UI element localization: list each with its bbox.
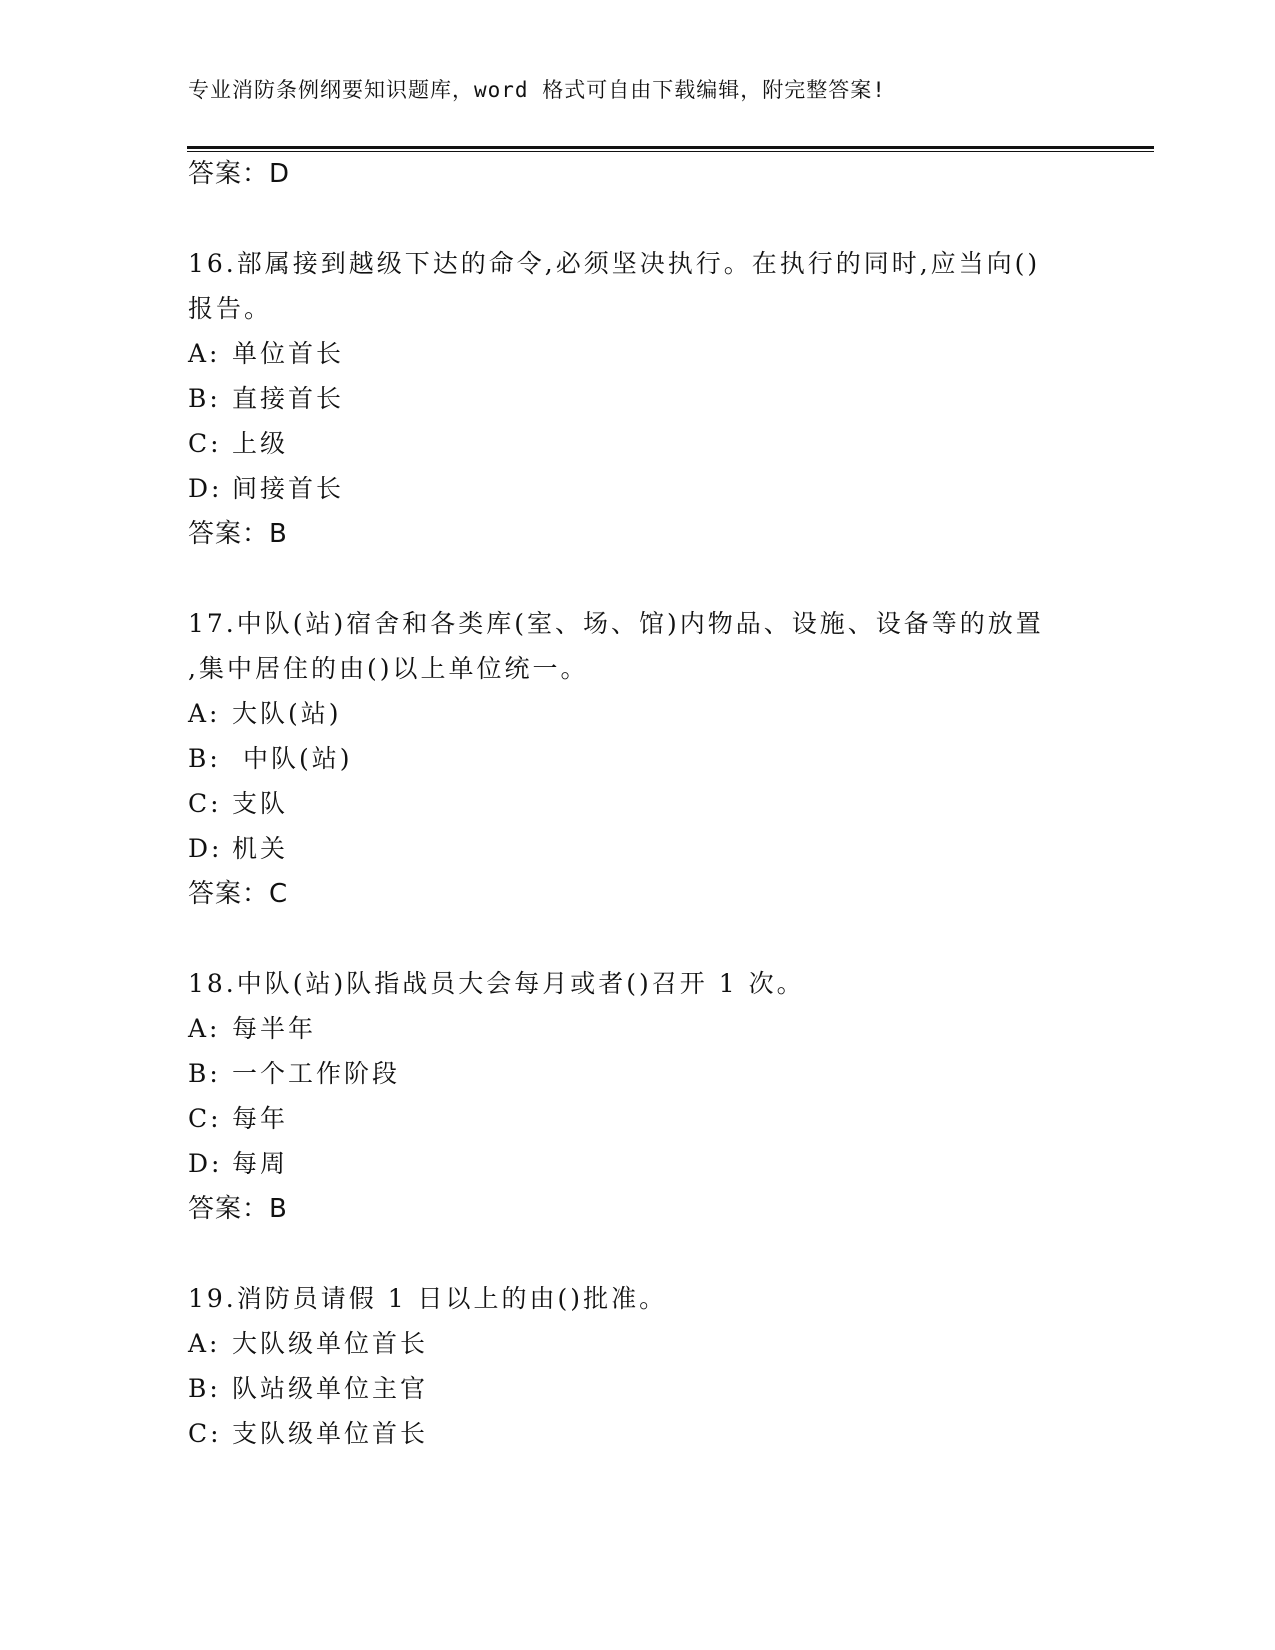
question-19-option-b <box>188 1373 428 1405</box>
option-letter: A: <box>188 1329 221 1358</box>
option-text: 支队级单位首长 <box>232 1419 429 1448</box>
option-text: 单位首长 <box>232 339 345 368</box>
option-text: 支队 <box>232 789 289 818</box>
option-letter: B: <box>188 1059 221 1088</box>
option-text: 一个工作阶段 <box>232 1059 401 1088</box>
option-letter: B: <box>188 744 221 773</box>
question-16-option-a <box>188 338 344 370</box>
question-16-option-c <box>188 428 288 460</box>
option-letter: A: <box>188 339 221 368</box>
option-letter: D: <box>188 474 223 503</box>
question-17-option-a <box>188 698 342 730</box>
question-17-option-d <box>188 833 288 865</box>
option-text: 大队(站) <box>232 699 342 728</box>
option-letter: B: <box>188 1374 221 1403</box>
option-letter: C: <box>188 1419 222 1448</box>
option-letter: D: <box>188 1149 223 1178</box>
question-17-option-c <box>188 788 288 820</box>
option-text: 队站级单位主官 <box>232 1374 429 1403</box>
question-18-answer: 答案：B <box>188 1194 288 1224</box>
question-16-answer: 答案：B <box>188 519 288 549</box>
option-text: 中队(站) <box>232 744 353 773</box>
option-text: 大队级单位首长 <box>232 1329 429 1358</box>
option-text: 机关 <box>232 834 289 863</box>
question-16-stem-line2: 报告。 <box>188 294 273 323</box>
header-rule-thick <box>187 146 1154 149</box>
question-18-option-a <box>188 1013 316 1045</box>
question-17-stem-line1: 17.中队(站)宿舍和各类库(室、场、馆)内物品、设施、设备等的放置 <box>188 609 1044 638</box>
option-letter: A: <box>188 1014 221 1043</box>
question-18-option-c <box>188 1103 288 1135</box>
option-text: 每半年 <box>232 1014 317 1043</box>
question-17-option-b <box>188 743 352 775</box>
question-18-stem-line1: 18.中队(站)队指战员大会每月或者()召开 1 次。 <box>188 969 805 998</box>
previous-answer: 答案：D <box>188 159 291 189</box>
question-17-answer: 答案：C <box>188 879 289 909</box>
question-19-stem-line1: 19.消防员请假 1 日以上的由()批准。 <box>188 1284 668 1313</box>
question-18-option-d <box>188 1148 288 1180</box>
option-letter: C: <box>188 1104 222 1133</box>
question-16-stem-line1: 16.部属接到越级下达的命令,必须坚决执行。在执行的同时,应当向() <box>188 249 1041 278</box>
header-rule-thin <box>187 151 1154 152</box>
question-16-option-d <box>188 473 344 505</box>
option-text: 直接首长 <box>232 384 345 413</box>
option-letter: D: <box>188 834 223 863</box>
option-text: 每周 <box>232 1149 289 1178</box>
question-19-option-a <box>188 1328 428 1360</box>
option-text: 每年 <box>232 1104 289 1133</box>
question-17-stem-line2: ,集中居住的由()以上单位统一。 <box>188 654 589 683</box>
option-text: 上级 <box>232 429 289 458</box>
option-letter: C: <box>188 789 222 818</box>
option-letter: B: <box>188 384 221 413</box>
option-text: 间接首长 <box>232 474 345 503</box>
page-header: 专业消防条例纲要知识题库，word 格式可自由下载编辑，附完整答案! <box>188 78 886 102</box>
option-letter: A: <box>188 699 221 728</box>
question-16-option-b <box>188 383 344 415</box>
question-18-option-b <box>188 1058 400 1090</box>
question-19-option-c <box>188 1418 428 1450</box>
option-letter: C: <box>188 429 222 458</box>
